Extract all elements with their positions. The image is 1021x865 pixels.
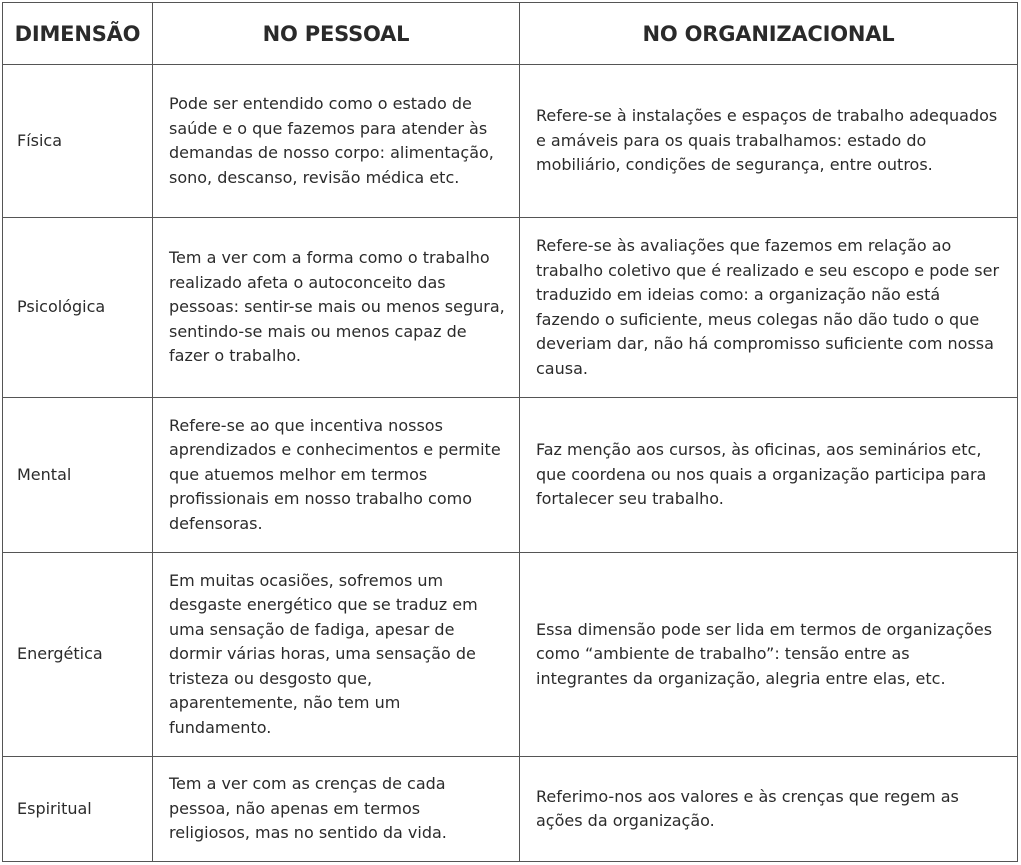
personal-cell: Em muitas ocasiões, sofremos um desgaste energético que se traduz em uma sensação de fadiga, apesar de dormir várias horas, uma sensação de tristeza ou desgosto que, aparentemente, não tem um fundamento.: [153, 553, 520, 757]
header-no-pessoal: NO PESSOAL: [153, 3, 520, 65]
dimension-cell: Psicológica: [3, 218, 153, 398]
organizational-cell: Faz menção aos cursos, às oficinas, aos seminários etc, que coordena ou nos quais a organização participa para fortalecer seu trabalho.: [520, 398, 1018, 553]
header-dimensao: DIMENSÃO: [3, 3, 153, 65]
organizational-cell: Referimo-nos aos valores e às crenças que regem as ações da organização.: [520, 757, 1018, 862]
table-row: [3, 757, 1018, 862]
dimension-cell: Física: [3, 65, 153, 218]
personal-cell: Tem a ver com a forma como o trabalho realizado afeta o autoconceito das pessoas: sentir-se mais ou menos segura, sentindo-se mais ou menos capaz de fazer o trabalho.: [153, 218, 520, 398]
personal-cell: Pode ser entendido como o estado de saúde e o que fazemos para atender às demandas de nosso corpo: alimentação, sono, descanso, revisão médica etc.: [153, 65, 520, 218]
organizational-cell: Essa dimensão pode ser lida em termos de organizações como “ambiente de trabalho”: tensão entre as integrantes da organização, alegria entre elas, etc.: [520, 553, 1018, 757]
header-no-organizacional: NO ORGANIZACIONAL: [520, 3, 1018, 65]
header-row: [3, 3, 1018, 65]
dimension-cell: Energética: [3, 553, 153, 757]
table-row: [3, 398, 1018, 553]
table-row: [3, 218, 1018, 398]
organizational-cell: Refere-se à instalações e espaços de trabalho adequados e amáveis para os quais trabalhamos: estado do mobiliário, condições de segurança, entre outros.: [520, 65, 1018, 218]
personal-cell: Tem a ver com as crenças de cada pessoa, não apenas em termos religiosos, mas no sentido da vida.: [153, 757, 520, 862]
table-row: [3, 65, 1018, 218]
personal-cell: Refere-se ao que incentiva nossos aprendizados e conhecimentos e permite que atuemos melhor em termos profissionais em nosso trabalho como defensoras.: [153, 398, 520, 553]
organizational-cell: Refere-se às avaliações que fazemos em relação ao trabalho coletivo que é realizado e seu escopo e pode ser traduzido em ideias como: a organização não está fazendo o suficiente, meus colegas não dão tudo o que deveriam dar, não há compromisso suficiente com nossa causa.: [520, 218, 1018, 398]
dimension-cell: Mental: [3, 398, 153, 553]
dimensions-table: [2, 2, 1018, 862]
table-row: [3, 553, 1018, 757]
dimension-cell: Espiritual: [3, 757, 153, 862]
